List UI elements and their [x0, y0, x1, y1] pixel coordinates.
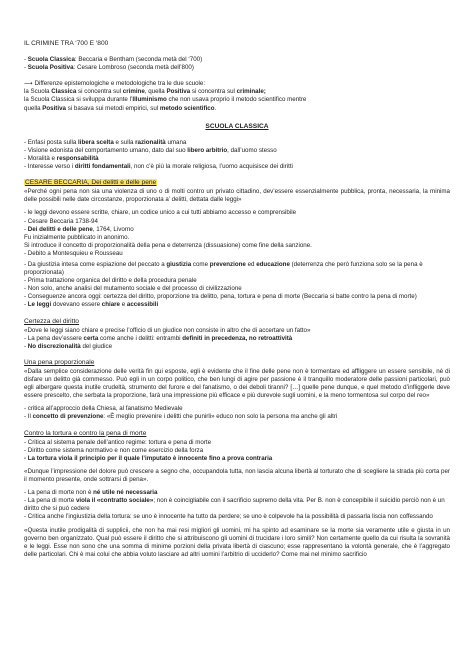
- list-item: - Critica anche l’ingiustizia della tortura: se uno è innocente ha tutto da perdere; se uno è colpevole ha la possibilità di passarla liscia non coffessando: [24, 513, 433, 521]
- list-item: - critica all’approccio della Chiesa, al fanatismo Medievale: [24, 405, 183, 413]
- document-title: IL CRIMINE TRA ‘700 E ‘800: [24, 40, 109, 47]
- differences-line: quella Positiva si basava sui metodi empirici, sul metodo scientifico.: [24, 104, 217, 112]
- certezza-heading: Certezza del diritto: [24, 317, 79, 325]
- list-item: - le leggi devono essere scritte, chiare, un codice unico a cui tutti abbiamo accesso e comprensibile: [24, 209, 297, 217]
- beccaria-section: [24, 179, 450, 187]
- list-item: - Il concetto di prevenzione: «È meglio prevenire i delitti che punirli» educo non solo la persona ma anche gli altri: [24, 413, 338, 421]
- list-item: - La pena dev’essere certa come anche i delitti: entrambi definiti in precedenza, no retroattività: [24, 334, 293, 342]
- tortura-block: [24, 439, 450, 559]
- differences-line: la Scuola Classica si concentra sul crimine, quella Positiva si concentra sul criminale;: [24, 88, 266, 96]
- list-item: - Cesare Beccaria 1738-94: [24, 217, 98, 225]
- tortura-quote-2: «Questa inutile prodigalità di supplicii, che non ha mai resi migliori gli uomini, mi ha spinto ad esaminare se la morte sia veramente utile e giusta in un governo ben organizzato. Qual può essere il diritto che si attribuiscono gli uomini di trucidare i loro simili? Non certamente quello da cui risulta la sovranità e le leggi. Esse non sono che una somma di minime porzioni della privata libertà di ciascuno; esse rappresentano la volontà generale, che è l’aggregato delle particolari. Chi è mai colui che abbia voluto lasciare ad altri uomini l’arbitrio di ucciderlo? Come mai nel minimo sacrificio: [24, 526, 450, 558]
- list-item: - Enfasi posta sulla libera scelta e sulla razionalità umana: [24, 138, 187, 146]
- differences-block: [24, 80, 450, 112]
- list-item: - Non solo, anche analisi del mutamento sociale e del processo di civilizzazione: [24, 285, 242, 293]
- text-line: Si introduce il concetto di proporzionalità della pena e deterrenza (dissuasione) come fine della sanzione.: [24, 241, 312, 249]
- list-item: - La pena di morte non è né utile né necessaria: [24, 489, 158, 497]
- school-positiva-line: - Scuola Positiva: Cesare Lombroso (seconda metà dell’800): [24, 64, 194, 72]
- proporzionale-block: [24, 368, 450, 422]
- list-item: - Le leggi dovevano essere chiare e accessibili: [24, 301, 159, 309]
- list-item: - La pena di morte viola il «contratto sociale»; non è coincigliabile con il sacrificio supremo della vita. Per B. non è concepibile il suicidio perciò non è un diritto che si può cedere: [24, 497, 445, 513]
- certezza-block: [24, 327, 450, 351]
- differences-heading: ⟶ Differenze epistemologiche e metodologiche tra le due scuole:: [24, 80, 206, 88]
- beccaria-block: [24, 188, 450, 309]
- list-item: - Dei delitti e delle pene, 1764, Livorno: [24, 225, 134, 233]
- list-item: - Prima trattazione organica del diritto e della procedura penale: [24, 277, 197, 285]
- differences-line: la Scuola Classica si sviluppa durante l’Illuminismo che non usava proprio il metodo scientifico mentre: [24, 96, 307, 104]
- tortura-quote: «Dunque l’impressione del dolore può crescere a segno che, occupandola tutta, non lascia alcuna libertà al torturato che di scegliere la strada più corta per il momento presente, onde sottrarsi di pena».: [24, 467, 450, 484]
- beccaria-quote: «Perché ogni pena non sia una violenza di uno o di molti contro un privato cittadino, dev’essere essenzialmente pubblica, pronta, necessaria, la minima delle possibili nelle date circostanze, proporzionata a’ delitti, dettata dalle leggi»: [24, 188, 450, 204]
- school-classica-line: - Scuola Classica: Beccaria e Bentham (seconda metà del ‘700): [24, 56, 203, 64]
- list-item: - La tortura viola il principio per il quale l’imputato è innocente fino a prova contraria: [24, 454, 273, 462]
- list-item: - Visione edonista del comportamento umano, dato dal suo libero arbitrio, dall’uomo stesso: [24, 146, 277, 154]
- scuola-classica-list: [24, 139, 450, 171]
- scuola-classica-heading: SCUOLA CLASSICA: [205, 122, 269, 130]
- list-item: - Moralità e responsabilità: [24, 154, 99, 162]
- list-item: - Diritto come sistema normativo e non come esercizio della forza: [24, 446, 204, 454]
- beccaria-heading: CESARE BECCARIA, Dei delitti e delle pene: [25, 179, 157, 187]
- list-item: - Debito a Montesquieu e Rousseau: [24, 249, 123, 257]
- list-item: - No discrezionalità del giudice: [24, 342, 113, 350]
- text-line: Fu inizialmente pubblicato in anonimo.: [24, 233, 130, 241]
- tortura-heading: Contro la tortura e contro la pena di morte: [24, 429, 147, 437]
- schools-list: [24, 56, 450, 72]
- proporzionale-heading: Una pena proporzionale: [24, 358, 95, 366]
- list-item: - Critica al sistema penale dell’antico regime: tortura e pena di morte: [24, 438, 212, 446]
- certezza-quote: «Dove le leggi siano chiare e precise l’officio di un giudice non consiste in altro che di accertare un fatto»: [24, 326, 311, 334]
- proporzionale-quote: «Dalla semplice considerazione delle verità fin qui esposte, egli è evidente che il fine delle pene non è tormentare ed affliggere un essere sensibile, né di disfare un delitto già commesso. Può egli in un corpo politico, che ben lungi di agire per passione è il tranquillo moderatore delle passioni particolari, può egli albergare questa inutile crudeltà, strumento del furore e del fanatismo, o dei deboli tiranni? […] quelle pene dunque, e quel metodo d’infliggerle deve essere prescelto, che serbata la proporzione, farà una impressione più efficace e più durevole sugli uomini, e la meno tormentosa sul corpo del reo»: [24, 368, 450, 400]
- list-item: - Da giustizia intesa come espiazione del peccato a giustizia come prevenzione ed educazione (deterrenza che però funziona solo se la pena è proporzionata): [24, 260, 423, 277]
- list-item: - Interesse verso i diritti fondamentali, non c’è più la morale religiosa, l’uomo acquisisce dei diritti: [24, 163, 293, 171]
- list-item: - Conseguenze ancora oggi: certezza del diritto, proporzione tra delitto, pena, tortura e pena di morte (Beccaria si batte contro la pena di morte): [24, 293, 417, 301]
